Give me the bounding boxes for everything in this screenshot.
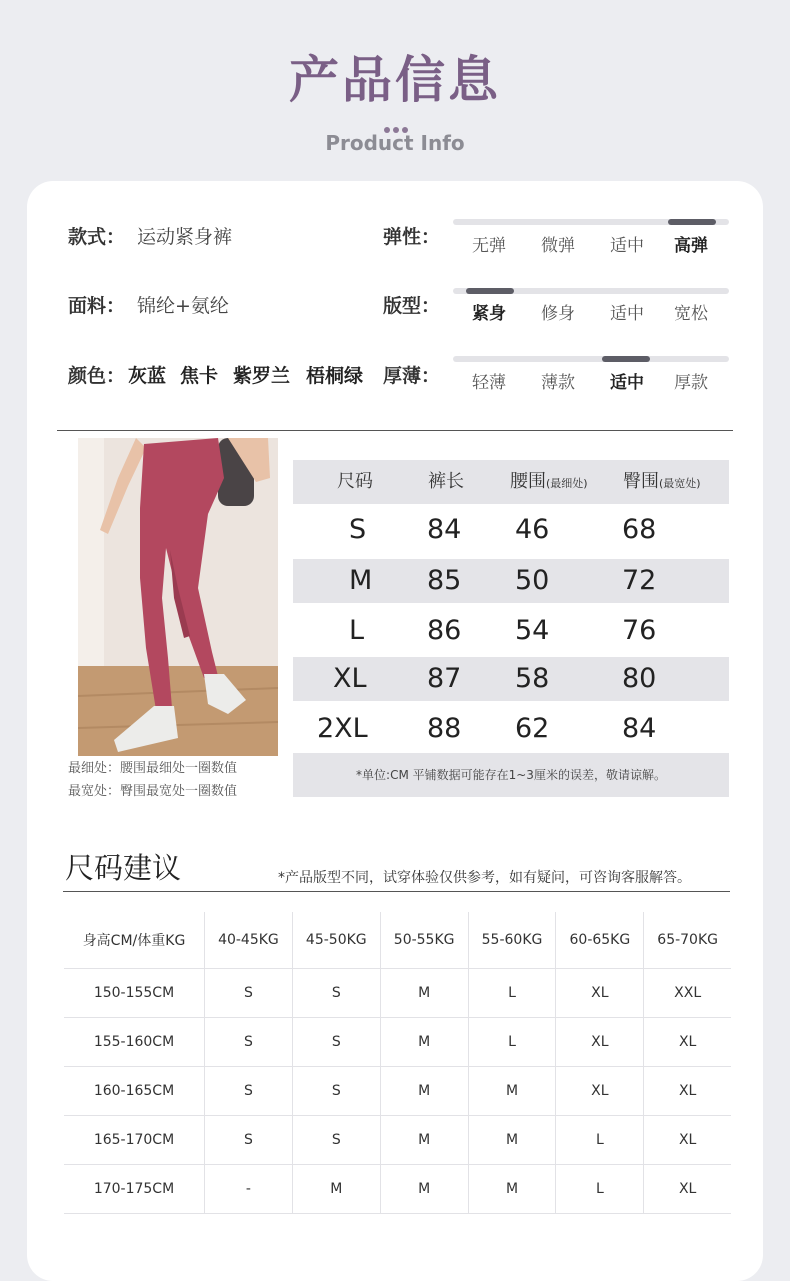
recommend-title: 尺码建议 — [65, 851, 182, 885]
table-row — [64, 1116, 731, 1165]
table-header-row — [64, 912, 731, 969]
hip-header-note: (最宽处) — [659, 477, 701, 490]
length-header: 裤长 — [428, 471, 464, 492]
size-row — [293, 657, 729, 701]
size-cell: M — [292, 1165, 380, 1214]
size-cell: M — [380, 1116, 468, 1165]
size-cell: S — [205, 1018, 293, 1067]
size-cell: M — [380, 969, 468, 1018]
fit-option: 适中 — [610, 304, 644, 324]
weight-header: 65-70KG — [644, 912, 731, 969]
length-cell: 85 — [427, 565, 462, 596]
size-cell: M — [468, 1116, 556, 1165]
size-cell: S — [205, 1067, 293, 1116]
color-option: 灰蓝 — [128, 365, 167, 387]
waist-cell: 50 — [515, 565, 550, 596]
hip-cell: 72 — [622, 565, 657, 596]
hip-cell: 80 — [622, 663, 657, 694]
size-cell: L — [349, 615, 365, 646]
style-value: 运动紧身裤 — [137, 226, 233, 248]
thickness-option: 薄款 — [541, 373, 575, 393]
page-title: 产品信息 — [289, 51, 501, 109]
title-dots-decoration — [384, 118, 414, 126]
size-cell: XL — [333, 663, 367, 694]
size-table-header — [293, 460, 729, 504]
measure-note: 最宽处：臀围最宽处一圈数值 — [68, 784, 238, 799]
size-header: 尺码 — [337, 471, 373, 492]
length-cell: 84 — [427, 514, 462, 545]
thickness-option: 厚款 — [674, 373, 708, 393]
thickness-scale — [453, 356, 729, 362]
size-cell: S — [205, 969, 293, 1018]
size-cell: M — [380, 1067, 468, 1116]
size-cell: XL — [644, 1116, 731, 1165]
elasticity-option: 微弹 — [541, 236, 575, 256]
size-cell: L — [468, 1018, 556, 1067]
height-cell: 155-160CM — [64, 1018, 205, 1067]
fit-option-selected: 紧身 — [472, 304, 506, 324]
recommend-note: *产品版型不同，试穿体验仅供参考，如有疑问，可咨询客服解答。 — [278, 870, 691, 886]
unit-note: *单位:CM 平铺数据可能存在1~3厘米的误差，敬请谅解。 — [293, 753, 729, 797]
elasticity-option: 无弹 — [472, 236, 506, 256]
size-cell: L — [556, 1165, 644, 1214]
page-subtitle: Product Info — [325, 131, 465, 155]
fit-label: 版型： — [383, 295, 441, 317]
elasticity-indicator — [668, 219, 716, 225]
size-cell: XL — [644, 1018, 731, 1067]
size-cell: M — [468, 1067, 556, 1116]
style-label: 款式： — [68, 226, 126, 248]
table-row — [64, 1067, 731, 1116]
length-cell: 87 — [427, 663, 462, 694]
thickness-label: 厚薄： — [383, 365, 441, 387]
size-row — [293, 559, 729, 603]
size-cell: S — [349, 514, 367, 545]
fit-option: 修身 — [541, 304, 575, 324]
weight-header: 55-60KG — [468, 912, 556, 969]
size-cell: S — [292, 1067, 380, 1116]
fit-indicator — [466, 288, 514, 294]
elasticity-label: 弹性： — [383, 226, 441, 248]
height-cell: 150-155CM — [64, 969, 205, 1018]
color-option: 紫罗兰 — [233, 365, 291, 387]
size-cell: L — [468, 969, 556, 1018]
thickness-option: 轻薄 — [472, 373, 506, 393]
section-divider — [57, 430, 733, 431]
size-cell: S — [292, 1018, 380, 1067]
fabric-value: 锦纶+氨纶 — [137, 295, 229, 317]
size-row — [293, 609, 729, 653]
color-option: 梧桐绿 — [306, 365, 364, 387]
size-cell: S — [292, 1116, 380, 1165]
size-cell: XXL — [644, 969, 731, 1018]
weight-header: 45-50KG — [292, 912, 380, 969]
size-cell: 2XL — [317, 713, 368, 744]
size-cell: M — [468, 1165, 556, 1214]
table-row — [64, 1165, 731, 1214]
table-row — [64, 969, 731, 1018]
size-cell: L — [556, 1116, 644, 1165]
size-cell: S — [292, 969, 380, 1018]
size-cell: S — [205, 1116, 293, 1165]
height-cell: 170-175CM — [64, 1165, 205, 1214]
length-cell: 86 — [427, 615, 462, 646]
hip-cell: 84 — [622, 713, 657, 744]
waist-cell: 62 — [515, 713, 550, 744]
waist-header-note: (最细处) — [546, 477, 588, 490]
thickness-indicator — [602, 356, 650, 362]
hip-cell: 68 — [622, 514, 657, 545]
hip-header — [623, 460, 701, 506]
measure-note: 最细处：腰围最细处一圈数值 — [68, 761, 238, 776]
thickness-option-selected: 适中 — [610, 373, 644, 393]
fabric-label: 面料： — [68, 295, 126, 317]
corner-header: 身高CM/体重KG — [64, 912, 205, 969]
height-cell: 160-165CM — [64, 1067, 205, 1116]
height-cell: 165-170CM — [64, 1116, 205, 1165]
elasticity-option: 适中 — [610, 236, 644, 256]
size-cell: M — [380, 1165, 468, 1214]
color-option: 焦卡 — [180, 365, 219, 387]
size-cell: XL — [556, 969, 644, 1018]
color-label: 颜色： — [68, 365, 126, 387]
waist-cell: 54 — [515, 615, 550, 646]
size-cell: XL — [644, 1165, 731, 1214]
weight-header: 50-55KG — [380, 912, 468, 969]
size-cell: M — [349, 565, 373, 596]
waist-cell: 46 — [515, 514, 550, 545]
size-cell: - — [205, 1165, 293, 1214]
elasticity-option-selected: 高弹 — [674, 236, 708, 256]
size-cell: M — [380, 1018, 468, 1067]
size-recommend-table — [64, 912, 731, 1214]
product-photo — [78, 438, 278, 756]
size-cell: XL — [556, 1018, 644, 1067]
waist-header — [510, 460, 588, 506]
size-row — [293, 707, 729, 751]
hip-cell: 76 — [622, 615, 657, 646]
waist-header-text: 腰围 — [510, 471, 546, 492]
weight-header: 60-65KG — [556, 912, 644, 969]
size-row — [293, 508, 729, 552]
hip-header-text: 臀围 — [623, 471, 659, 492]
fit-option: 宽松 — [674, 304, 708, 324]
size-cell: XL — [556, 1067, 644, 1116]
recommend-divider — [63, 891, 730, 892]
weight-header: 40-45KG — [205, 912, 293, 969]
size-cell: XL — [644, 1067, 731, 1116]
table-row — [64, 1018, 731, 1067]
length-cell: 88 — [427, 713, 462, 744]
waist-cell: 58 — [515, 663, 550, 694]
